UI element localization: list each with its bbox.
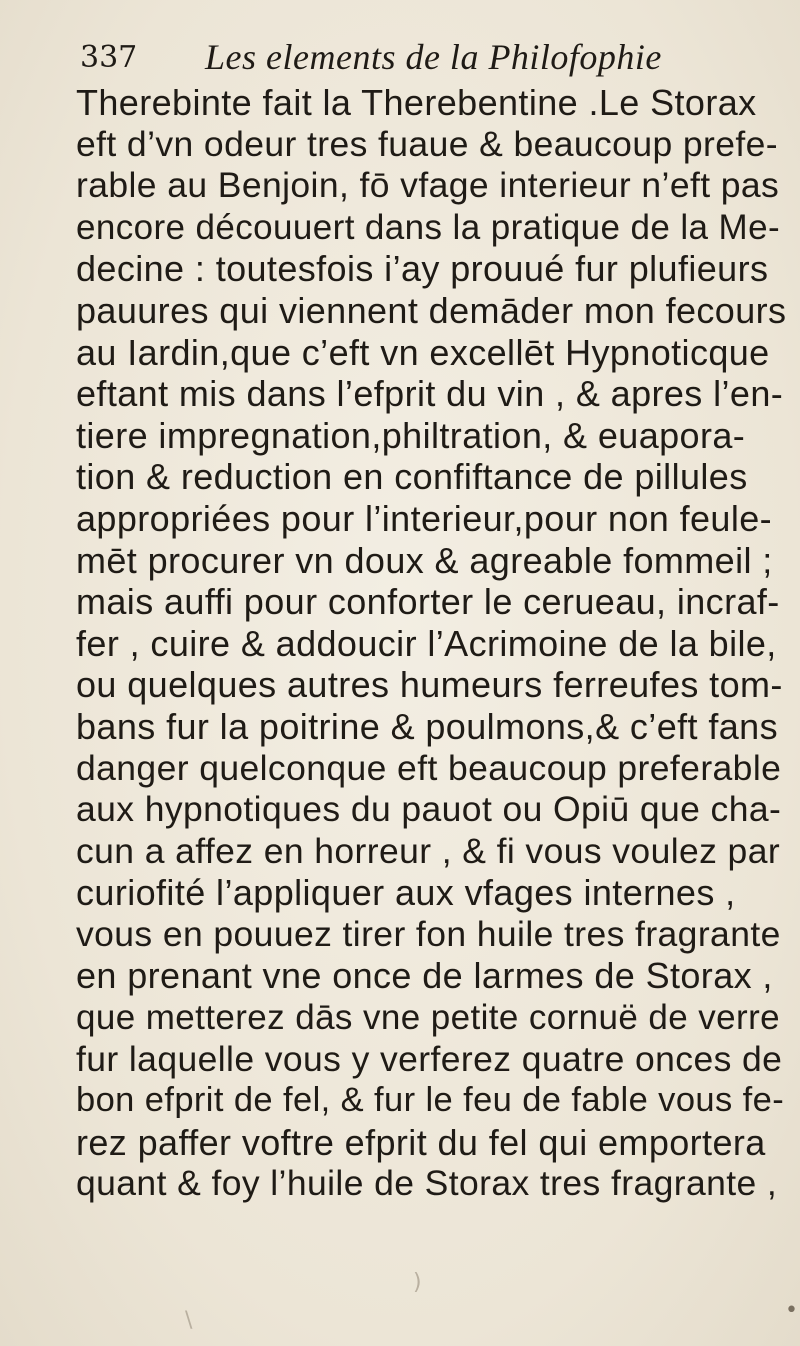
- text-line: vous en pouuez tirer fon huile tres fragrante: [76, 913, 781, 954]
- text-line: aux hypnotiques du pauot ou Opiū que cha-: [76, 789, 782, 830]
- text-line: bans fur la poitrine & poulmons,& c’eft fans: [76, 705, 778, 747]
- text-line: curiofité l’appliquer aux vfages internes ,: [76, 872, 736, 914]
- text-line: tiere impregnation,philtration, & euapora-: [76, 414, 746, 456]
- text-line: bon efprit de fel, & fur le feu de fable vous fe-: [76, 1081, 785, 1120]
- page-number: 337: [80, 40, 138, 75]
- text-line: pauures qui viennent demāder mon fecours: [76, 289, 786, 331]
- running-head: Les elements de la Philofophie: [205, 37, 662, 77]
- text-line: eftant mis dans l’efprit du vin , & apres l’en-: [76, 373, 784, 415]
- text-line: eft d’vn odeur tres fuaue & beaucoup prefe-: [76, 123, 779, 164]
- text-line: fer , cuire & addoucir l’Acrimoine de la bile,: [76, 622, 777, 664]
- text-line: Therebinte fait la Therebentine .Le Storax: [76, 82, 757, 123]
- text-line: appropriées pour l’interieur,pour non feule-: [76, 497, 773, 539]
- ink-speck: ): [413, 1270, 422, 1295]
- text-line: encore découuert dans la pratique de la Me-: [76, 207, 781, 247]
- body-text: [76, 82, 786, 1205]
- text-line: mēt procurer vn doux & agreable fommeil ;: [76, 539, 773, 581]
- ink-speck: \: [185, 1308, 193, 1333]
- text-line: fur laquelle vous y verferez quatre onces de: [76, 1038, 783, 1079]
- text-line: que metterez dās vne petite cornuë de verre: [76, 998, 780, 1038]
- text-line: quant & foy l’huile de Storax tres fragrante ,: [76, 1163, 778, 1204]
- text-line: au Iardin,que c’eft vn excellēt Hypnoticque: [76, 331, 770, 373]
- text-line: mais auffi pour conforter le cerueau, incraf-: [76, 581, 780, 623]
- paper-show-through: [0, 1250, 800, 1340]
- text-line: tion & reduction en confiftance de pillules: [76, 456, 748, 498]
- page-header: [80, 32, 720, 84]
- text-line: danger quelconque eft beaucoup preferable: [76, 747, 782, 788]
- text-line: decine : toutesfois i’ay prouué fur plufieurs: [76, 248, 769, 290]
- text-line: rable au Benjoin, fō vfage interieur n’eft pas: [76, 165, 780, 206]
- text-line: rez paffer voftre efprit du fel qui emportera: [76, 1121, 766, 1163]
- ink-speck: •: [785, 1298, 798, 1323]
- text-line: en prenant vne once de larmes de Storax ,: [76, 955, 773, 997]
- text-line: ou quelques autres humeurs ferreufes tom-: [76, 664, 783, 706]
- text-line: cun a affez en horreur , & fi vous voulez par: [76, 830, 781, 871]
